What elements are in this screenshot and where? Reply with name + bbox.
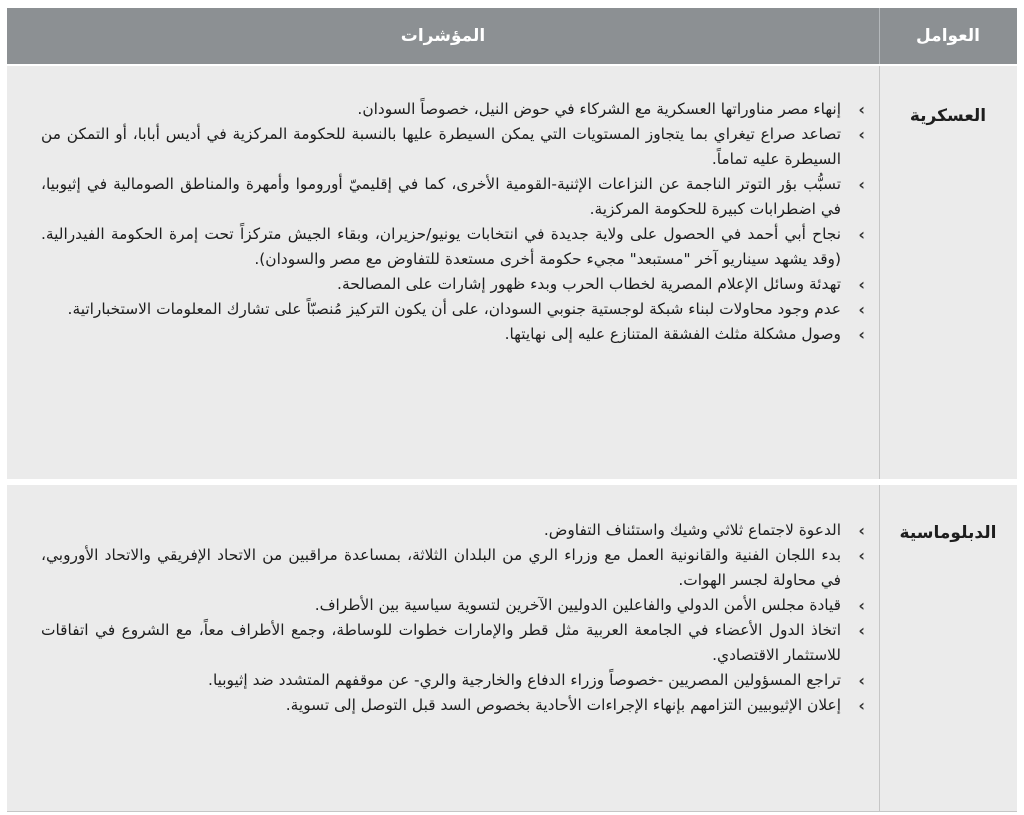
- chevron-left-icon: ›: [858, 300, 865, 319]
- chevron-left-icon: ›: [858, 671, 865, 690]
- item-text: وصول مشكلة مثلث الفشقة المتنازع عليه إلى نهايتها.: [504, 325, 841, 343]
- item-text: اتخاذ الدول الأعضاء في الجامعة العربية مثل قطر والإمارات خطوات للوساطة، وجمع الأطراف معاً، مع الشروع في اتفاقات للاستثمار الاقتصادي.: [41, 621, 841, 664]
- indicator-list: [41, 97, 867, 347]
- indicator-list: [41, 518, 867, 718]
- item-text: بدء اللجان الفنية والقانونية العمل مع وزراء الري من البلدان الثلاثة، بمساعدة مراقبين من الاتحاد الإفريقي والاتحاد الأوروبي، في محاولة لجسر الهوات.: [41, 546, 841, 589]
- list-item: [41, 543, 867, 593]
- chevron-left-icon: ›: [858, 225, 865, 244]
- header-indicators: المؤشرات: [400, 26, 486, 46]
- item-text: تراجع المسؤولين المصريين -خصوصاً وزراء الدفاع والخارجية والري- عن موقفهم المتشدد ضد إثيوبيا.: [208, 671, 841, 689]
- chevron-left-icon: ›: [858, 125, 865, 144]
- section-military: [7, 66, 1017, 479]
- chevron-left-icon: ›: [858, 175, 865, 194]
- item-text: قيادة مجلس الأمن الدولي والفاعلين الدوليين الآخرين لتسوية سياسية بين الأطراف.: [314, 596, 841, 614]
- chevron-left-icon: ›: [858, 546, 865, 565]
- chevron-left-icon: ›: [858, 521, 865, 540]
- table-bottom-border: [7, 811, 1017, 812]
- item-text: إعلان الإثيوبيين التزامهم بإنهاء الإجراءات الأحادية بخصوص السد قبل التوصل إلى تسوية.: [285, 696, 841, 714]
- section-diplomacy: [7, 485, 1017, 812]
- list-item: [41, 222, 867, 272]
- list-item: [41, 297, 867, 322]
- indicators-table: [7, 8, 1017, 812]
- item-text: عدم وجود محاولات لبناء شبكة لوجستية جنوبي السودان، على أن يكون التركيز مُنصبّاً على تشارك المعلومات الاستخباراتية.: [67, 300, 841, 318]
- list-item: [41, 518, 867, 543]
- chevron-left-icon: ›: [858, 696, 865, 715]
- factor-label: الدبلوماسية: [899, 523, 997, 543]
- list-item: [41, 322, 867, 347]
- list-item: [41, 172, 867, 222]
- list-item: [41, 593, 867, 618]
- list-item: [41, 618, 867, 668]
- item-text: نجاح أبي أحمد في الحصول على ولاية جديدة في انتخابات يونيو/حزيران، وبقاء الجيش متركزاً تحت إمرة الحكومة الفيدرالية. (وقد يشهد سيناريو آخر "مستبعد" مجيء حكومة أخرى مستعدة للتفاوض مع مصر والسودان).: [41, 225, 841, 268]
- table-header: [7, 8, 1017, 64]
- item-text: تصاعد صراع تيغراي بما يتجاوز المستويات التي يمكن السيطرة عليها بالنسبة للحكومة المركزية في أديس أبابا، أو التمكن من السيطرة عليه تماماً.: [41, 125, 841, 168]
- column-divider: [879, 485, 880, 812]
- chevron-left-icon: ›: [858, 621, 865, 640]
- item-text: تهدئة وسائل الإعلام المصرية لخطاب الحرب وبدء ظهور إشارات على المصالحة.: [337, 275, 841, 293]
- chevron-left-icon: ›: [858, 275, 865, 294]
- chevron-left-icon: ›: [858, 596, 865, 615]
- item-text: إنهاء مصر مناوراتها العسكرية مع الشركاء في حوض النيل، خصوصاً السودان.: [357, 100, 841, 118]
- chevron-left-icon: ›: [858, 325, 865, 344]
- factor-label: العسكرية: [909, 106, 987, 126]
- list-item: [41, 122, 867, 172]
- chevron-left-icon: ›: [858, 100, 865, 119]
- item-text: تسبُّب بؤر التوتر الناجمة عن النزاعات الإثنية-القومية الأخرى، كما في إقليميّ أوروموا وأمهرة والمناطق الصومالية في إثيوبيا، في اضطرابات كبيرة للحكومة المركزية.: [41, 175, 841, 218]
- list-item: [41, 668, 867, 693]
- header-divider: [879, 8, 880, 64]
- list-item: [41, 97, 867, 122]
- list-item: [41, 693, 867, 718]
- list-item: [41, 272, 867, 297]
- header-factors: العوامل: [916, 26, 980, 46]
- item-text: الدعوة لاجتماع ثلاثي وشيك واستئناف التفاوض.: [543, 521, 841, 539]
- column-divider: [879, 66, 880, 479]
